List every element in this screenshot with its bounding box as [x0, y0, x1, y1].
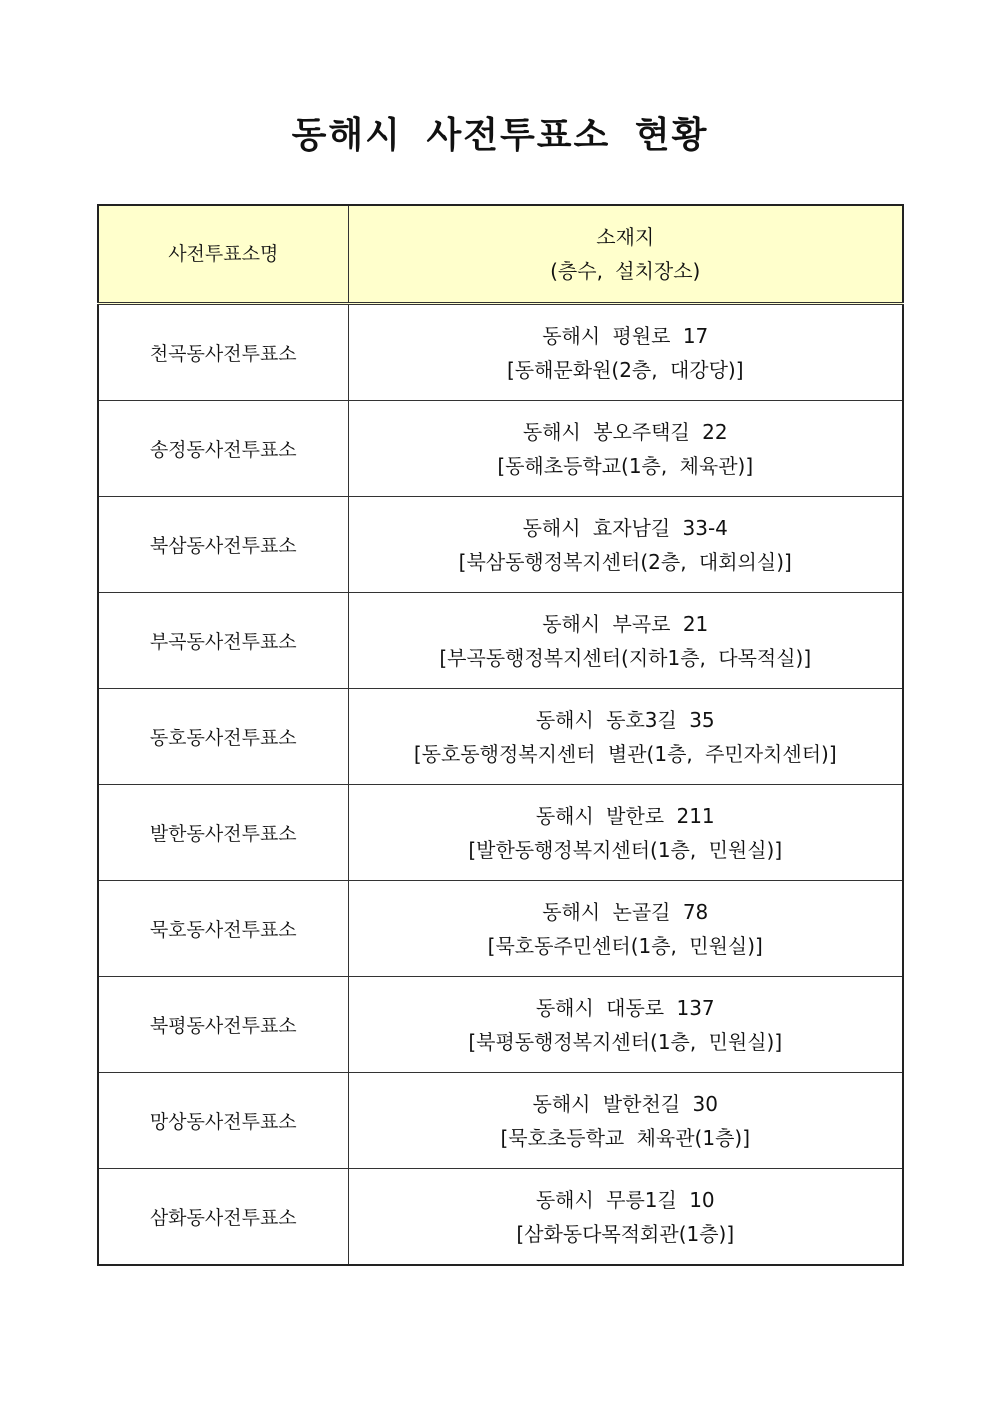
station-place: [묵호동주민센터(1층, 민원실)]: [487, 933, 763, 958]
station-name: 송정동사전투표소: [98, 401, 348, 497]
station-address: 동해시 발한천길 30: [532, 1091, 718, 1116]
station-place: [동해문화원(2층, 대강당)]: [506, 357, 744, 382]
station-name: 삼화동사전투표소: [98, 1169, 348, 1266]
station-place: [발한동행정복지센터(1층, 민원실)]: [468, 837, 783, 862]
station-location: [348, 497, 903, 593]
station-location: [348, 593, 903, 689]
station-name: 북삼동사전투표소: [98, 497, 348, 593]
station-address: 동해시 발한로 211: [535, 803, 715, 828]
table-row: [98, 1169, 903, 1266]
station-place: [북평동행정복지센터(1층, 민원실)]: [468, 1029, 783, 1054]
station-address: 동해시 논골길 78: [542, 899, 709, 924]
station-name: 북평동사전투표소: [98, 977, 348, 1073]
station-name: 망상동사전투표소: [98, 1073, 348, 1169]
station-location: [348, 1073, 903, 1169]
station-place: [삼화동다목적회관(1층)]: [516, 1221, 735, 1246]
station-address: 동해시 부곡로 21: [542, 611, 709, 636]
station-name: 묵호동사전투표소: [98, 881, 348, 977]
station-address: 동해시 대동로 137: [535, 995, 715, 1020]
station-name: 천곡동사전투표소: [98, 304, 348, 401]
header-location-sublabel: (층수, 설치장소): [550, 259, 701, 283]
station-name: 발한동사전투표소: [98, 785, 348, 881]
header-station-name-label: 사전투표소명: [168, 243, 279, 265]
station-location: [348, 977, 903, 1073]
header-station-name: [98, 205, 348, 304]
header-location-label: 소재지: [596, 225, 655, 249]
station-address: 동해시 효자남길 33-4: [522, 515, 728, 540]
station-place: [부곡동행정복지센터(지하1층, 다목적실)]: [439, 645, 812, 670]
station-name: 동호동사전투표소: [98, 689, 348, 785]
station-address: 동해시 동호3길 35: [535, 707, 715, 732]
station-place: [동해초등학교(1층, 체육관)]: [497, 453, 754, 478]
header-location: [348, 205, 903, 304]
station-address: 동해시 평원로 17: [542, 323, 709, 348]
polling-stations-table: [97, 204, 904, 1266]
station-location: [348, 1169, 903, 1266]
station-location: [348, 401, 903, 497]
page-title: 동해시 사전투표소 현황: [291, 115, 709, 156]
table-row: [98, 689, 903, 785]
table-row: [98, 977, 903, 1073]
table-row: [98, 1073, 903, 1169]
station-location: [348, 881, 903, 977]
table-row: [98, 497, 903, 593]
station-name: 부곡동사전투표소: [98, 593, 348, 689]
table-row: [98, 304, 903, 401]
station-address: 동해시 봉오주택길 22: [522, 419, 728, 444]
station-place: [묵호초등학교 체육관(1층)]: [500, 1125, 750, 1150]
table-row: [98, 881, 903, 977]
table-row: [98, 593, 903, 689]
station-place: [동호동행정복지센터 별관(1층, 주민자치센터)]: [413, 741, 837, 766]
table-header-row: [98, 205, 903, 304]
station-place: [북삼동행정복지센터(2층, 대회의실)]: [458, 549, 792, 574]
station-address: 동해시 무릉1길 10: [535, 1187, 715, 1212]
station-location: [348, 785, 903, 881]
table-row: [98, 401, 903, 497]
table-row: [98, 785, 903, 881]
station-location: [348, 304, 903, 401]
station-location: [348, 689, 903, 785]
